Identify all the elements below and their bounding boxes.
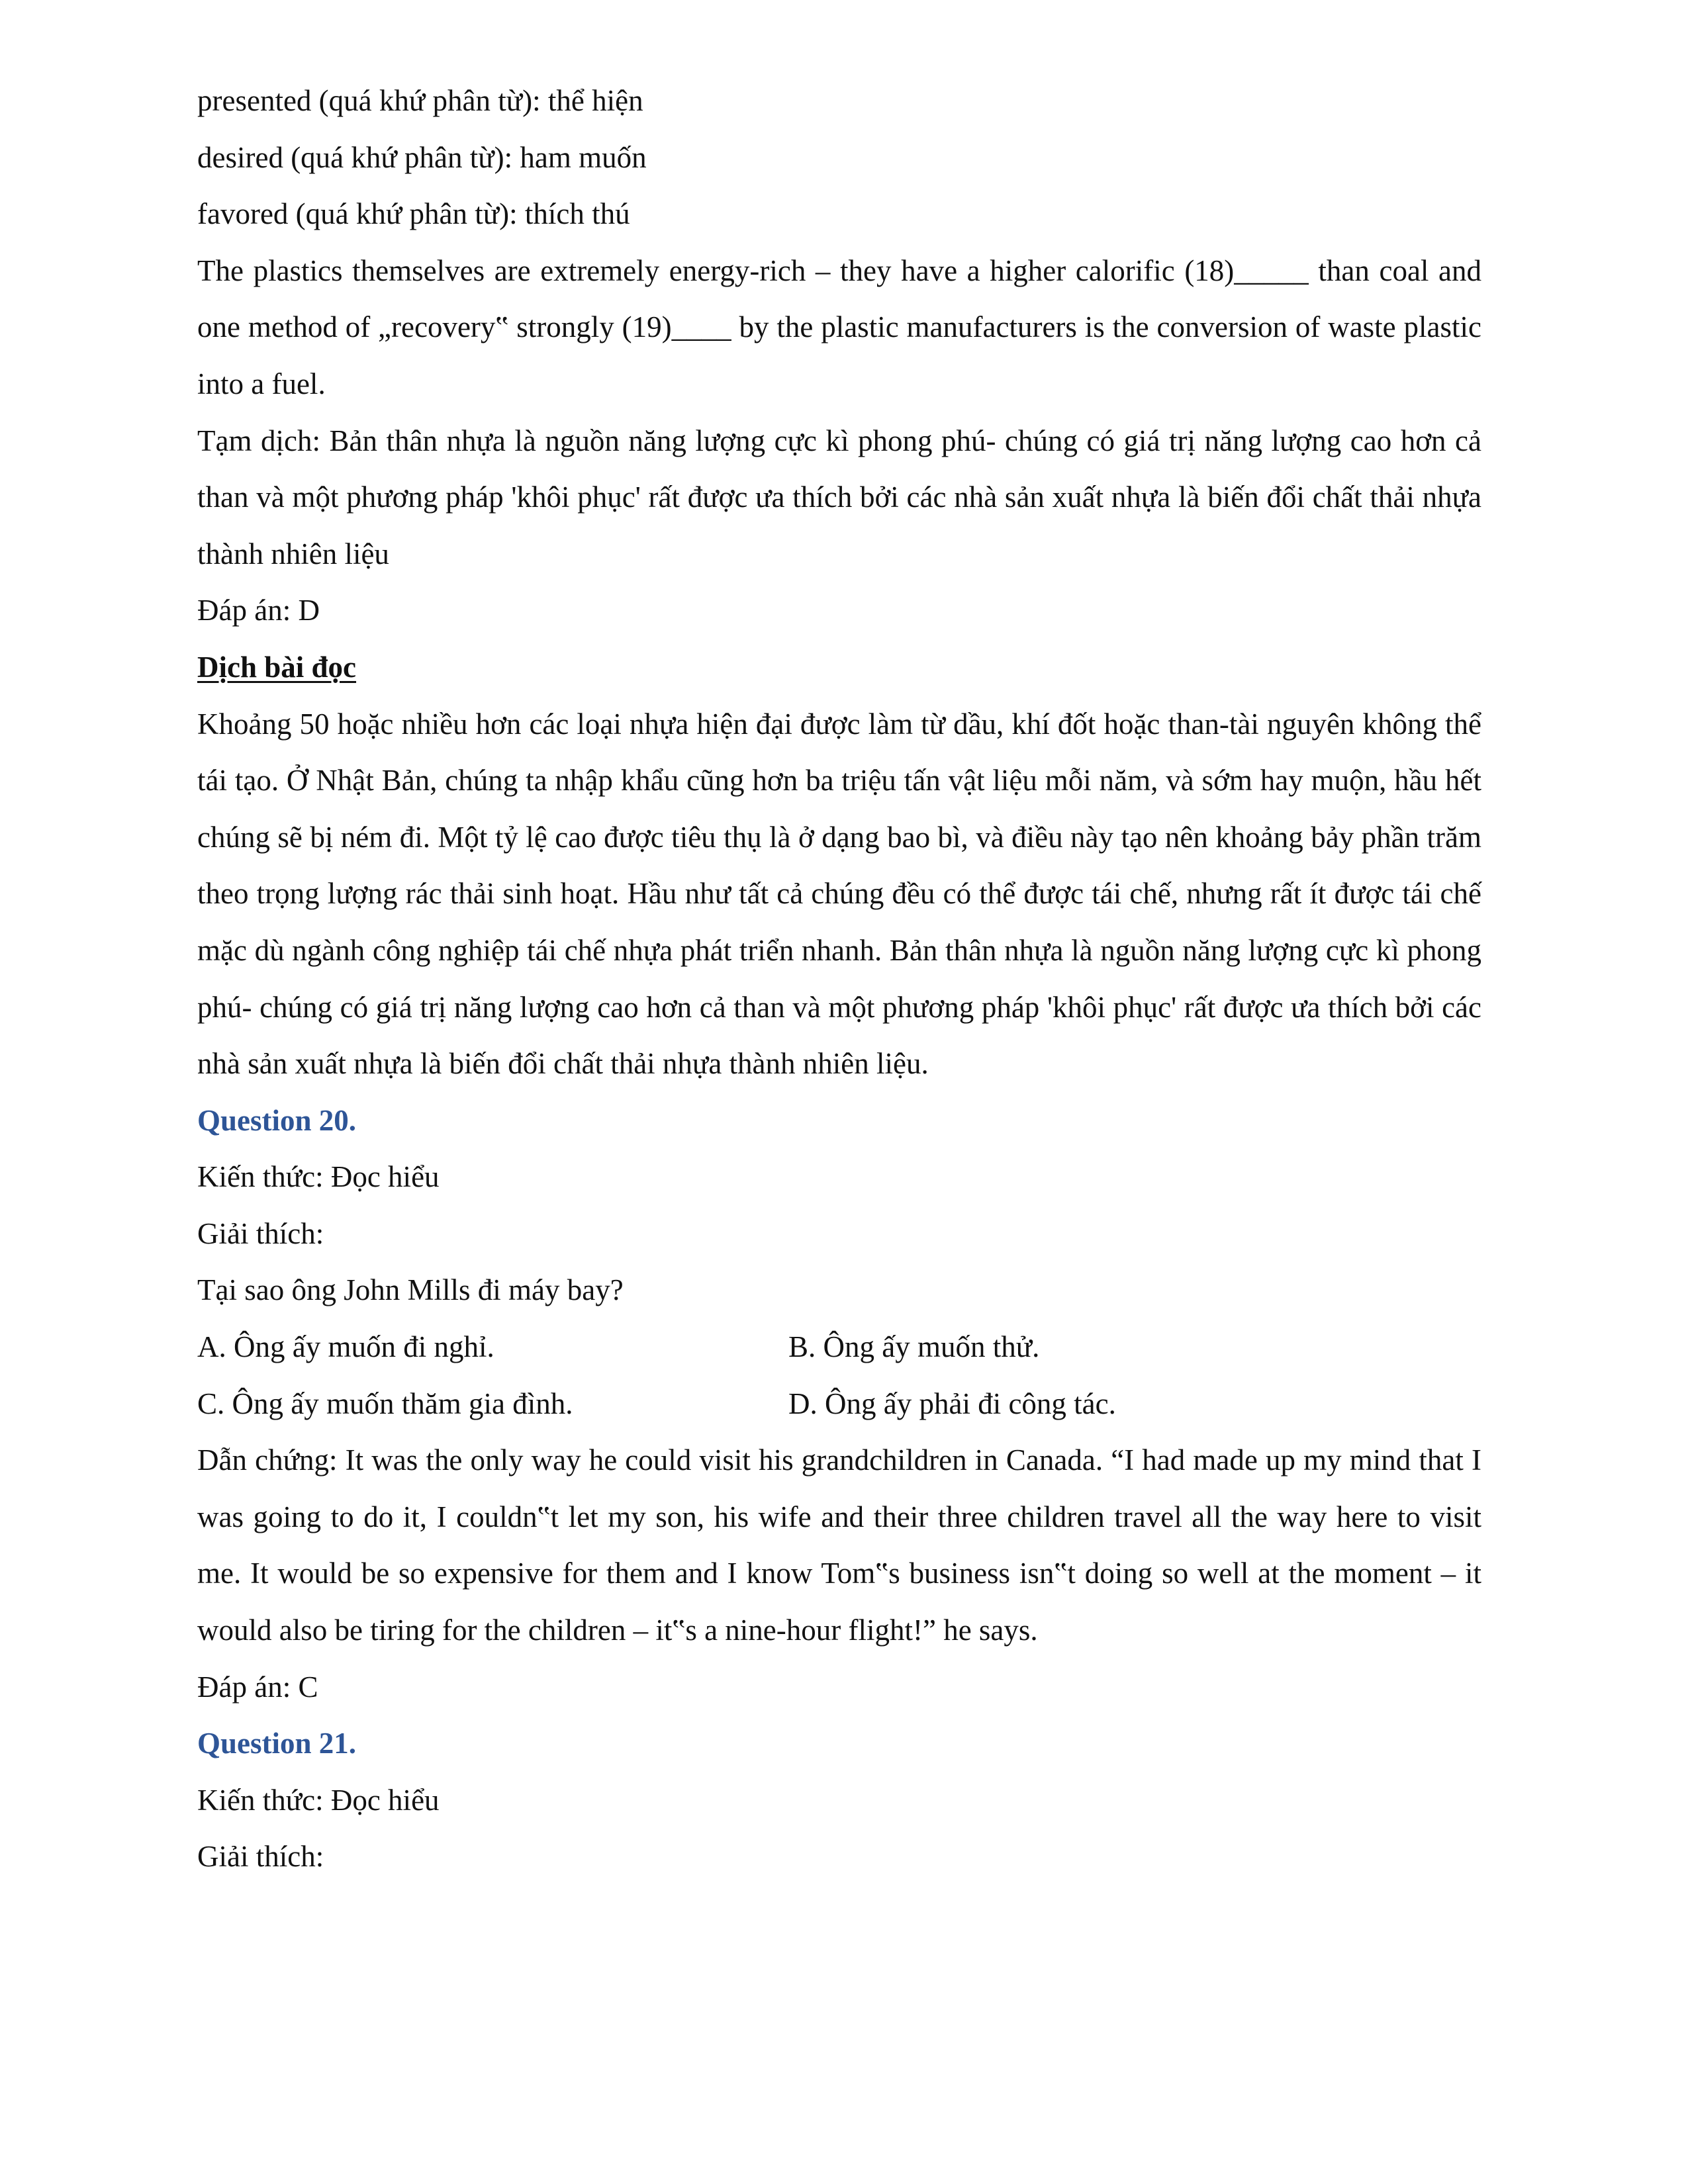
q21-explain-label: Giải thích: [197, 1840, 324, 1874]
q20-knowledge: Kiến thức: Đọc hiểu [197, 1160, 440, 1194]
q21-knowledge: Kiến thức: Đọc hiểu [197, 1783, 440, 1817]
q20-evidence: Dẫn chứng: It was the only way he could visit his grandchildren in Canada. “I had made up my mind that I was going to do it, I couldn‟t let my son, his wife and their three children travel all the way here to visit me. It would be so expensive for them and I know Tom‟s business isn‟t doing so well at the moment – it would also be tiring for the children – it‟s a nine-hour flight!” he says. [197, 1443, 1481, 1647]
q20-option-b: B. Ông ấy muốn thử. [788, 1330, 1040, 1364]
vocab-item: favored (quá khứ phân từ): thích thú [197, 197, 630, 231]
reading-translation-title: Dịch bài đọc [197, 650, 357, 684]
q19-answer: Đáp án: D [197, 594, 320, 627]
vocab-item: desired (quá khứ phân từ): ham muốn [197, 140, 647, 174]
q20-question: Tại sao ông John Mills đi máy bay? [197, 1273, 624, 1307]
question-21-heading: Question 21. [197, 1727, 357, 1760]
question-20-heading: Question 20. [197, 1103, 357, 1137]
q19-passage: The plastics themselves are extremely energy-rich – they have a higher calorific (18)_____ than coal and one method of „recovery‟ strongly (19)____ by the plastic manufacturers is the conversion of waste plastic into a fuel. [197, 253, 1481, 400]
q20-explain-label: Giải thích: [197, 1216, 324, 1250]
q20-option-a: A. Ông ấy muốn đi nghỉ. [197, 1330, 494, 1364]
q20-answer: Đáp án: C [197, 1670, 318, 1704]
q19-translation: Tạm dịch: Bản thân nhựa là nguồn năng lượng cực kì phong phú- chúng có giá trị năng lượng cao hơn cả than và một phương pháp 'khôi phục' rất được ưa thích bởi các nhà sản xuất nhựa là biến đổi chất thải nhựa thành nhiên liệu [197, 424, 1481, 570]
vocab-item: presented (quá khứ phân từ): thể hiện [197, 84, 643, 117]
q20-option-c: C. Ông ấy muốn thăm gia đình. [197, 1387, 573, 1420]
document-page [197, 73, 1481, 1886]
q20-options-row-1 [197, 1319, 1481, 1376]
q20-options-row-2 [197, 1376, 1481, 1433]
reading-translation-text: Khoảng 50 hoặc nhiều hơn các loại nhựa hiện đại được làm từ dầu, khí đốt hoặc than-tài nguyên không thể tái tạo. Ở Nhật Bản, chúng ta nhập khẩu cũng hơn ba triệu tấn vật liệu mỗi năm, và sớm hay muộn, hầu hết chúng sẽ bị ném đi. Một tỷ lệ cao được tiêu thụ là ở dạng bao bì, và điều này tạo nên khoảng bảy phần trăm theo trọng lượng rác thải sinh hoạt. Hầu như tất cả chúng đều có thể được tái chế, nhưng rất ít được tái chế mặc dù ngành công nghiệp tái chế nhựa phát triển nhanh. Bản thân nhựa là nguồn năng lượng cực kì phong phú- chúng có giá trị năng lượng cao hơn cả than và một phương pháp 'khôi phục' rất được ưa thích bởi các nhà sản xuất nhựa là biến đổi chất thải nhựa thành nhiên liệu. [197, 707, 1481, 1081]
q20-option-d: D. Ông ấy phải đi công tác. [788, 1387, 1116, 1420]
